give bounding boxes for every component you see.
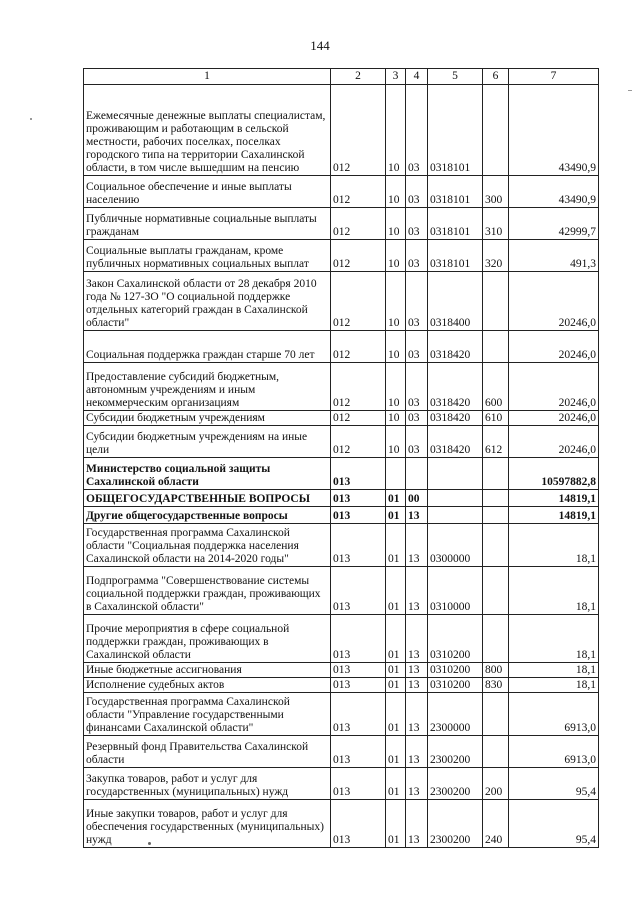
row-code-kind — [483, 567, 509, 615]
row-name: Подпрограмма "Совершенствование системы социальной поддержки граждан, проживающих в Сахалинской области" — [84, 567, 331, 615]
row-code-kind — [483, 331, 509, 363]
row-code-target: 2300200 — [428, 768, 483, 800]
row-code-target — [428, 458, 483, 490]
row-code-section: 01 — [386, 507, 406, 524]
row-code-grbs: 013 — [331, 490, 386, 507]
row-code-section: 10 — [386, 363, 406, 411]
table-row — [84, 240, 599, 272]
row-code-section: 01 — [386, 567, 406, 615]
row-name: Социальное обеспечение и иные выплаты населению — [84, 176, 331, 208]
table-row — [84, 615, 599, 663]
row-name: Государственная программа Сахалинской области "Социальная поддержка населения Сахалинской области на 2014-2020 годы" — [84, 524, 331, 567]
row-code-subsection — [406, 458, 428, 490]
header-cell-2: 2 — [331, 69, 386, 85]
row-code-grbs: 012 — [331, 411, 386, 426]
row-name: Министерство социальной защиты Сахалинской области — [84, 458, 331, 490]
row-name: Иные бюджетные ассигнования — [84, 663, 331, 678]
row-code-subsection: 13 — [406, 524, 428, 567]
scan-speck — [148, 842, 151, 845]
row-code-target: 0318101 — [428, 240, 483, 272]
row-amount: 20246,0 — [509, 331, 599, 363]
row-code-kind — [483, 458, 509, 490]
row-name: Социальные выплаты гражданам, кроме публичных нормативных социальных выплат — [84, 240, 331, 272]
page-number: 144 — [310, 38, 330, 53]
row-code-subsection: 13 — [406, 507, 428, 524]
row-code-subsection: 03 — [406, 363, 428, 411]
row-code-grbs: 013 — [331, 693, 386, 736]
row-name: Иные закупки товаров, работ и услуг для обеспечения государственных (муниципальных) нужд — [84, 800, 331, 848]
row-code-kind: 830 — [483, 678, 509, 693]
row-code-grbs: 012 — [331, 240, 386, 272]
scan-speck — [30, 118, 32, 120]
header-cell-6: 6 — [483, 69, 509, 85]
row-name: Закон Сахалинской области от 28 декабря 2010 года № 127-ЗО "О социальной поддержке отдельных категорий граждан в Сахалинской области" — [84, 272, 331, 331]
table-row — [84, 272, 599, 331]
row-amount: 43490,9 — [509, 176, 599, 208]
row-name: Публичные нормативные социальные выплаты гражданам — [84, 208, 331, 240]
row-code-subsection: 03 — [406, 208, 428, 240]
row-code-subsection: 13 — [406, 736, 428, 768]
row-code-target: 2300200 — [428, 800, 483, 848]
row-code-subsection: 03 — [406, 426, 428, 458]
row-code-section: 10 — [386, 240, 406, 272]
row-code-section: 01 — [386, 768, 406, 800]
row-code-section: 10 — [386, 426, 406, 458]
row-amount: 20246,0 — [509, 363, 599, 411]
table-row — [84, 663, 599, 678]
row-code-section: 01 — [386, 615, 406, 663]
row-code-subsection: 13 — [406, 678, 428, 693]
row-amount: 95,4 — [509, 768, 599, 800]
row-code-target — [428, 490, 483, 507]
row-code-kind: 300 — [483, 176, 509, 208]
row-code-target: 2300200 — [428, 736, 483, 768]
row-code-kind: 240 — [483, 800, 509, 848]
row-name: Исполнение судебных актов — [84, 678, 331, 693]
row-code-target: 0310000 — [428, 567, 483, 615]
row-code-section — [386, 458, 406, 490]
row-code-target: 0318101 — [428, 208, 483, 240]
row-code-kind — [483, 490, 509, 507]
row-code-section: 01 — [386, 663, 406, 678]
row-code-kind — [483, 85, 509, 176]
row-code-subsection: 03 — [406, 240, 428, 272]
row-name: ОБЩЕГОСУДАРСТВЕННЫЕ ВОПРОСЫ — [84, 490, 331, 507]
row-amount: 18,1 — [509, 567, 599, 615]
row-code-section: 10 — [386, 176, 406, 208]
row-code-grbs: 012 — [331, 426, 386, 458]
row-amount: 18,1 — [509, 524, 599, 567]
scan-speck — [628, 90, 632, 91]
row-code-section: 01 — [386, 678, 406, 693]
row-code-section: 01 — [386, 736, 406, 768]
row-code-kind — [483, 507, 509, 524]
row-code-target: 0300000 — [428, 524, 483, 567]
row-code-kind: 200 — [483, 768, 509, 800]
table-row — [84, 411, 599, 426]
row-code-target: 0310200 — [428, 678, 483, 693]
row-code-section: 10 — [386, 272, 406, 331]
row-code-grbs: 013 — [331, 800, 386, 848]
table-row — [84, 426, 599, 458]
row-amount: 42999,7 — [509, 208, 599, 240]
row-amount: 20246,0 — [509, 426, 599, 458]
header-cell-5: 5 — [428, 69, 483, 85]
header-cell-1: 1 — [84, 69, 331, 85]
row-code-section: 10 — [386, 331, 406, 363]
row-code-section: 10 — [386, 85, 406, 176]
row-name: Прочие мероприятия в сфере социальной поддержки граждан, проживающих в Сахалинской области — [84, 615, 331, 663]
row-code-grbs: 013 — [331, 615, 386, 663]
row-amount: 18,1 — [509, 615, 599, 663]
row-code-grbs: 012 — [331, 363, 386, 411]
row-code-section: 01 — [386, 800, 406, 848]
table-row — [84, 458, 599, 490]
row-amount: 43490,9 — [509, 85, 599, 176]
row-code-target: 0318420 — [428, 331, 483, 363]
table-row — [84, 176, 599, 208]
row-code-subsection: 13 — [406, 800, 428, 848]
row-code-kind: 310 — [483, 208, 509, 240]
row-code-target: 0318420 — [428, 426, 483, 458]
row-code-target: 0318101 — [428, 85, 483, 176]
row-code-grbs: 013 — [331, 663, 386, 678]
row-code-kind: 320 — [483, 240, 509, 272]
table-row — [84, 693, 599, 736]
row-code-target: 0318420 — [428, 363, 483, 411]
row-amount: 14819,1 — [509, 490, 599, 507]
row-amount: 6913,0 — [509, 736, 599, 768]
table-row — [84, 208, 599, 240]
row-code-kind — [483, 736, 509, 768]
row-code-section: 10 — [386, 208, 406, 240]
row-code-subsection: 03 — [406, 176, 428, 208]
row-code-kind: 800 — [483, 663, 509, 678]
row-name: Другие общегосударственные вопросы — [84, 507, 331, 524]
row-code-grbs: 013 — [331, 678, 386, 693]
row-amount: 18,1 — [509, 663, 599, 678]
table-row — [84, 768, 599, 800]
table-row — [84, 800, 599, 848]
row-code-grbs: 012 — [331, 208, 386, 240]
row-code-kind — [483, 524, 509, 567]
table-row — [84, 678, 599, 693]
row-code-section: 01 — [386, 524, 406, 567]
row-code-grbs: 012 — [331, 85, 386, 176]
row-name: Субсидии бюджетным учреждениям — [84, 411, 331, 426]
row-code-subsection: 00 — [406, 490, 428, 507]
row-code-subsection: 13 — [406, 615, 428, 663]
row-code-subsection: 03 — [406, 331, 428, 363]
table-row — [84, 736, 599, 768]
row-code-target: 0318400 — [428, 272, 483, 331]
table-row — [84, 524, 599, 567]
row-name: Предоставление субсидий бюджетным, автономным учреждениям и иным некоммерческим организациям — [84, 363, 331, 411]
table-row — [84, 507, 599, 524]
table-row — [84, 490, 599, 507]
header-cell-3: 3 — [386, 69, 406, 85]
header-cell-7: 7 — [509, 69, 599, 85]
row-amount: 20246,0 — [509, 411, 599, 426]
row-code-grbs: 013 — [331, 458, 386, 490]
row-name: Социальная поддержка граждан старше 70 лет — [84, 331, 331, 363]
row-code-target: 0318420 — [428, 411, 483, 426]
row-name: Закупка товаров, работ и услуг для государственных (муниципальных) нужд — [84, 768, 331, 800]
row-code-subsection: 13 — [406, 567, 428, 615]
row-code-section: 01 — [386, 490, 406, 507]
row-name: Субсидии бюджетным учреждениям на иные цели — [84, 426, 331, 458]
row-code-target: 2300000 — [428, 693, 483, 736]
row-code-target: 0318101 — [428, 176, 483, 208]
row-code-subsection: 03 — [406, 85, 428, 176]
row-code-kind: 610 — [483, 411, 509, 426]
table-row — [84, 363, 599, 411]
row-code-section: 10 — [386, 411, 406, 426]
row-amount: 491,3 — [509, 240, 599, 272]
table-row — [84, 567, 599, 615]
row-code-target: 0310200 — [428, 615, 483, 663]
row-code-grbs: 013 — [331, 567, 386, 615]
row-code-subsection: 03 — [406, 411, 428, 426]
row-code-kind: 612 — [483, 426, 509, 458]
row-code-kind — [483, 693, 509, 736]
row-amount: 6913,0 — [509, 693, 599, 736]
row-code-section: 01 — [386, 693, 406, 736]
row-amount: 95,4 — [509, 800, 599, 848]
row-code-subsection: 03 — [406, 272, 428, 331]
table-header-row — [84, 69, 599, 85]
row-code-subsection: 13 — [406, 663, 428, 678]
row-amount: 10597882,8 — [509, 458, 599, 490]
row-code-grbs: 013 — [331, 768, 386, 800]
header-cell-4: 4 — [406, 69, 428, 85]
row-amount: 20246,0 — [509, 272, 599, 331]
table-row — [84, 331, 599, 363]
row-name: Резервный фонд Правительства Сахалинской области — [84, 736, 331, 768]
row-code-grbs: 013 — [331, 736, 386, 768]
row-name: Государственная программа Сахалинской области "Управление государственными финансами Сахалинской области" — [84, 693, 331, 736]
row-code-subsection: 13 — [406, 768, 428, 800]
row-code-grbs: 012 — [331, 331, 386, 363]
budget-table — [83, 68, 599, 848]
row-code-target: 0310200 — [428, 663, 483, 678]
row-code-kind: 600 — [483, 363, 509, 411]
row-code-subsection: 13 — [406, 693, 428, 736]
row-code-grbs: 013 — [331, 507, 386, 524]
row-code-kind — [483, 615, 509, 663]
row-code-target — [428, 507, 483, 524]
table-row — [84, 85, 599, 176]
row-code-grbs: 012 — [331, 176, 386, 208]
row-amount: 18,1 — [509, 678, 599, 693]
row-amount: 14819,1 — [509, 507, 599, 524]
row-name: Ежемесячные денежные выплаты специалистам, проживающим и работающим в сельской местности, рабочих поселках, поселках городского типа на территории Сахалинской области, в том числе вышедшим на пенсию — [84, 85, 331, 176]
row-code-grbs: 013 — [331, 524, 386, 567]
row-code-kind — [483, 272, 509, 331]
row-code-grbs: 012 — [331, 272, 386, 331]
